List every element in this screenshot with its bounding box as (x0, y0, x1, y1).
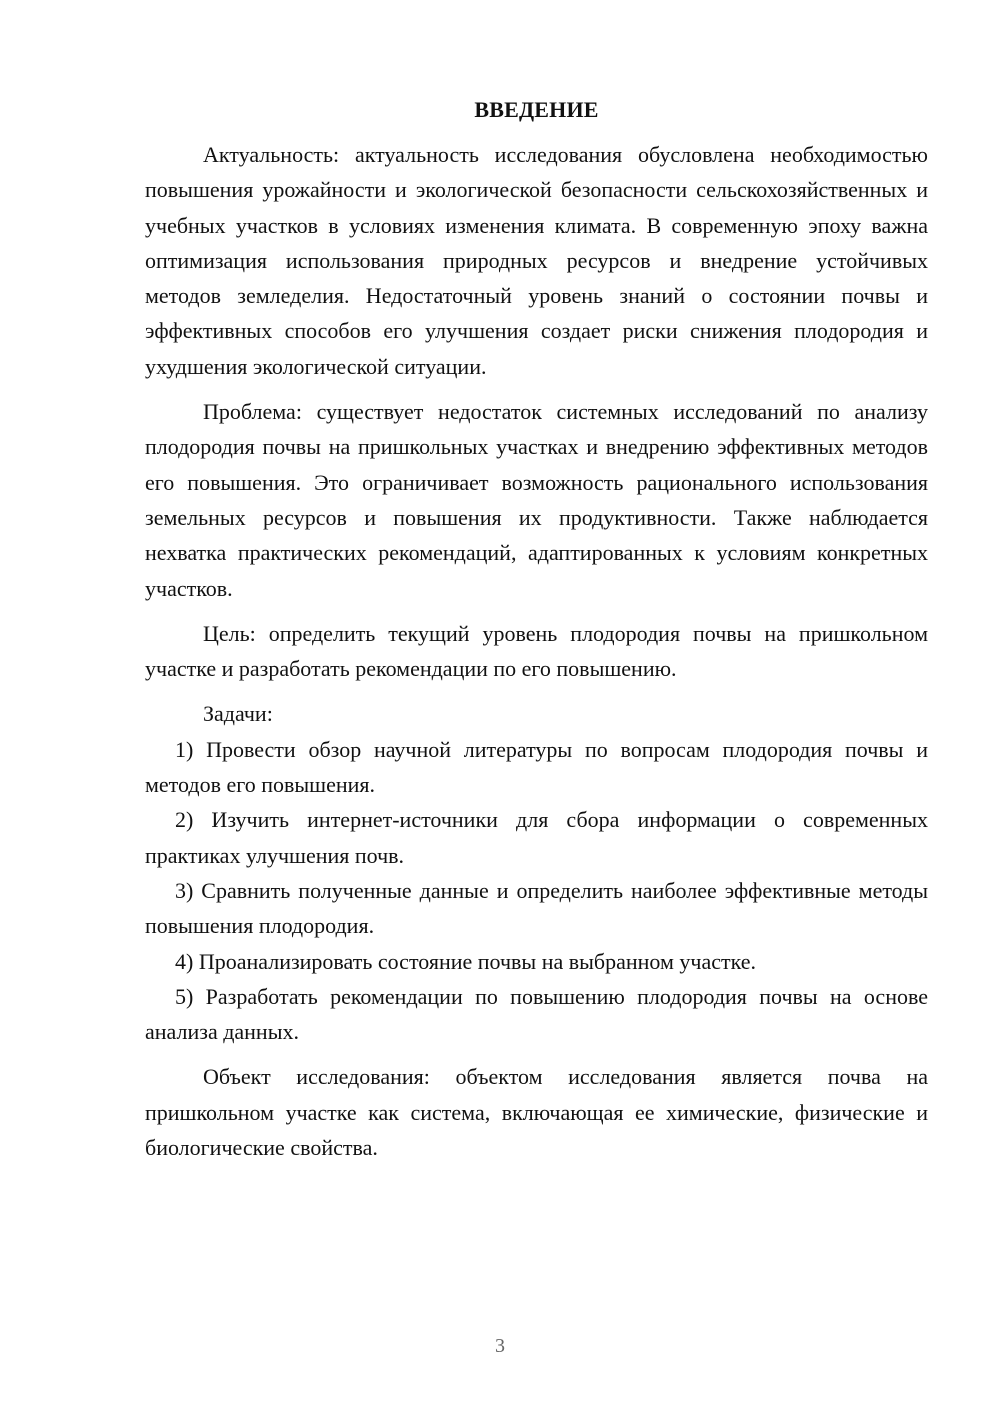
paragraph-goal: Цель: определить текущий уровень плодородия почвы на пришкольном участке и разработать рекомендации по его повышению. (145, 620, 928, 682)
paragraph-relevance: Актуальность: актуальность исследования обусловлена необходимостью повышения урожайности и экологической безопасности сельскохозяйственных и учебных участков в условиях изменения климата. В современную эпоху важна оптимизация использования природных ресурсов и внедрение устойчивых методов земледелия. Недостаточный уровень знаний о состоянии почвы и эффективных способов его улучшения создает риски снижения плодородия и ухудшения экологической ситуации. (145, 142, 928, 379)
document-page (145, 92, 928, 1165)
list-item: 2) Изучить интернет-источники для сбора информации о современных практиках улучшения почв. (145, 807, 928, 868)
list-item: 4) Проанализировать состояние почвы на выбранном участке. (175, 948, 757, 974)
paragraph-problem: Проблема: существует недостаток системных исследований по анализу плодородия почвы на пришкольных участках и внедрению эффективных методов его повышения. Это ограничивает возможность рационального использования земельных ресурсов и повышения их продуктивности. Также наблюдается нехватка практических рекомендаций, адаптированных к условиям конкретных участков. (145, 399, 928, 601)
paragraph-tasks-heading: Задачи: (203, 701, 273, 727)
paragraph-object: Объект исследования: объектом исследования является почва на пришкольном участке как система, включающая ее химические, физические и биологические свойства. (145, 1064, 928, 1161)
page-number: 3 (495, 1335, 505, 1357)
list-item: 1) Провести обзор научной литературы по вопросам плодородия почвы и методов его повышения. (145, 736, 928, 798)
page-title: ВВЕДЕНИЕ (474, 97, 599, 122)
list-item: 3) Сравнить полученные данные и определить наиболее эффективные методы повышения плодородия. (145, 877, 928, 939)
tasks-list (145, 732, 928, 1050)
list-item: 5) Разработать рекомендации по повышению плодородия почвы на основе анализа данных. (145, 983, 928, 1045)
